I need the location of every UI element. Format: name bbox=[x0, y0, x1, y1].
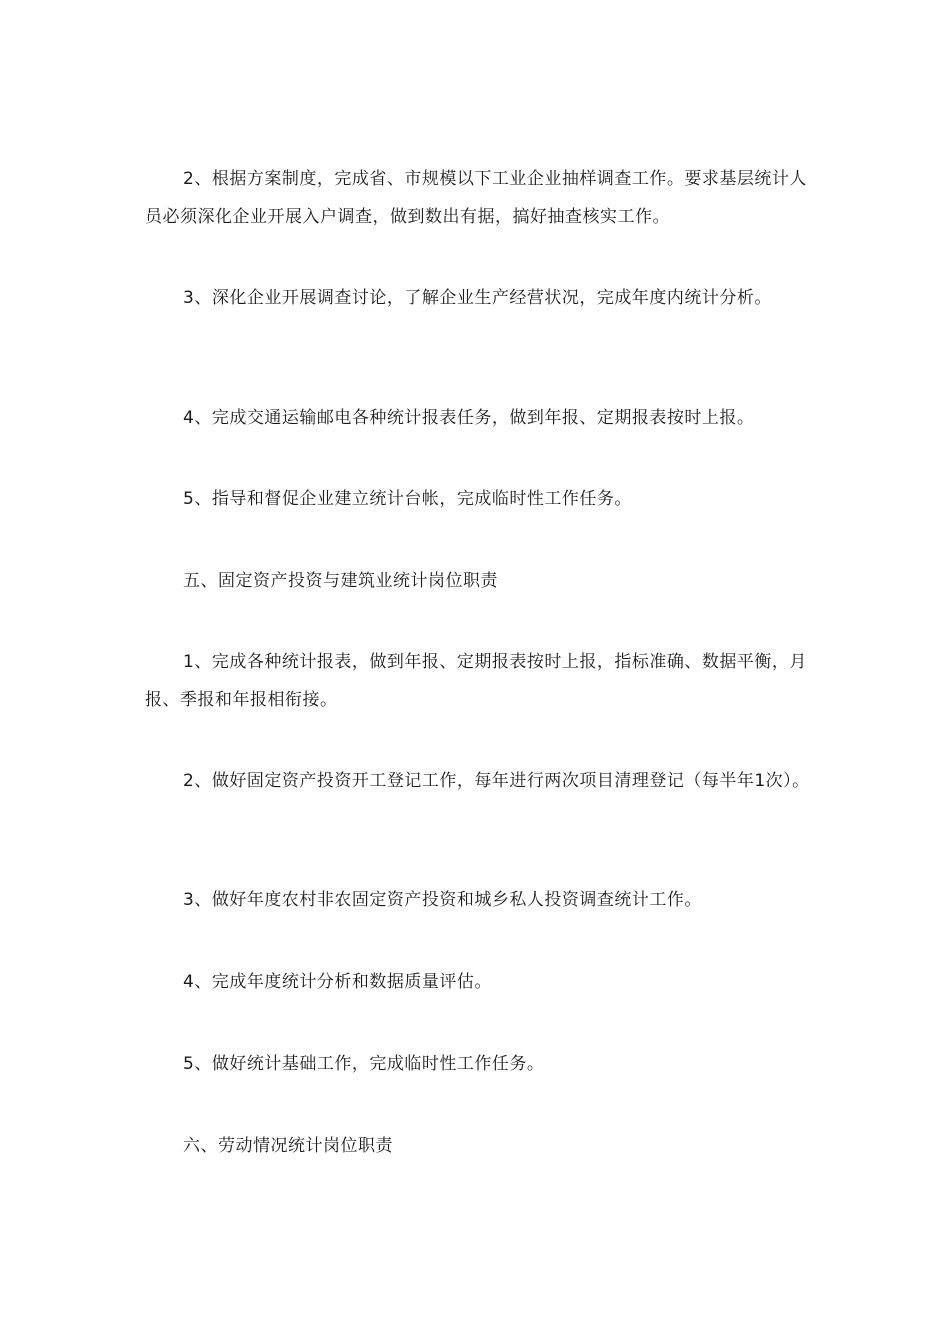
paragraph-project-registration: 2、做好固定资产投资开工登记工作，每年进行两次项目清理登记（每半年1次）。 bbox=[183, 771, 810, 791]
section-heading-labor: 六、劳动情况统计岗位职责 bbox=[183, 1136, 393, 1156]
paragraph-rural-investment: 3、做好年度农村非农固定资产投资和城乡私人投资调查统计工作。 bbox=[183, 890, 702, 910]
section-heading-fixed-assets: 五、固定资产投资与建筑业统计岗位职责 bbox=[183, 571, 498, 591]
paragraph-industrial-sampling: 2、根据方案制度，完成省、市规模以下工业企业抽样调查工作。要求基层统计人员必须深化企业开展入户调查，做到数出有据，搞好抽查核实工作。 bbox=[145, 169, 807, 227]
paragraph-basic-work: 5、做好统计基础工作，完成临时性工作任务。 bbox=[183, 1054, 545, 1074]
paragraph-quality-assessment: 4、完成年度统计分析和数据质量评估。 bbox=[183, 972, 492, 992]
paragraph-transport-reports: 4、完成交通运输邮电各种统计报表任务，做到年报、定期报表按时上报。 bbox=[183, 408, 755, 428]
paragraph-statistical-reports: 1、完成各种统计报表，做到年报、定期报表按时上报，指标准确、数据平衡，月报、季报和年报相衔接。 bbox=[145, 652, 807, 710]
paragraph-enterprise-ledger: 5、指导和督促企业建立统计台帐，完成临时性工作任务。 bbox=[183, 489, 632, 509]
paragraph-enterprise-research: 3、深化企业开展调查讨论，了解企业生产经营状况，完成年度内统计分析。 bbox=[183, 288, 772, 308]
